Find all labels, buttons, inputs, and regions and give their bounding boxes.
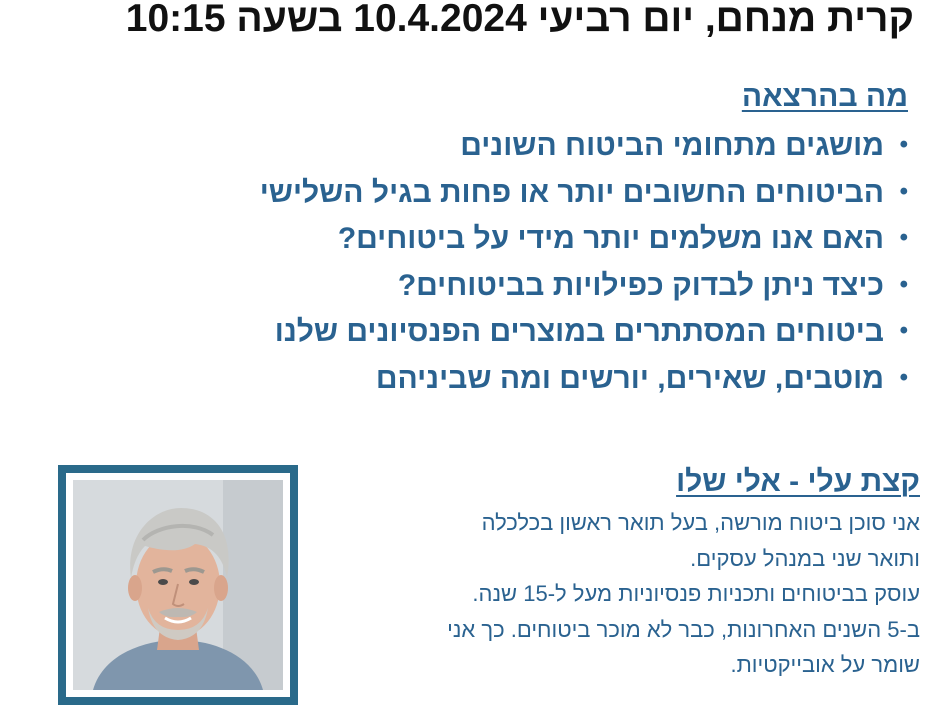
topic-item: [260, 219, 908, 266]
bullet-icon: •: [899, 363, 908, 391]
bullet-icon: •: [899, 270, 908, 298]
bullet-icon: •: [899, 177, 908, 205]
bullet-icon: •: [899, 131, 908, 158]
bio-line: ב-5 השנים האחרונות, כבר לא מוכר ביטוחים. כך אני: [447, 616, 920, 642]
speaker-portrait-illustration: [73, 480, 283, 690]
speaker-photo-frame: [58, 465, 298, 705]
bio-line: ותואר שני במנהל עסקים.: [690, 545, 920, 571]
speaker-photo-mat: [66, 473, 290, 697]
topic-text: כיצד ניתן לבדוק כפילויות בביטוחים?: [397, 268, 884, 302]
topics-heading: מה בהרצאה: [741, 80, 908, 113]
bio-line: עוסק בביטוחים ותכניות פנסיוניות מעל ל-15 שנה.: [472, 581, 920, 606]
topics-list: [260, 126, 908, 405]
topic-item: [260, 312, 908, 359]
topic-text: מושגים מתחומי הביטוח השונים: [460, 129, 884, 162]
bio-heading: קצת עלי - אלי שלו: [676, 465, 920, 498]
speaker-photo: [73, 480, 283, 690]
topic-text: האם אנו משלמים יותר מידי על ביטוחים?: [337, 222, 884, 255]
bullet-icon: •: [899, 317, 908, 344]
topic-text: מוטבים, שאירים, יורשים ומה שביניהם: [375, 361, 884, 395]
topic-item: [260, 126, 908, 173]
topic-text: הביטוחים החשובים יותר או פחות בגיל השלישי: [259, 175, 884, 209]
topic-item: [260, 173, 908, 220]
bullet-icon: •: [899, 224, 908, 251]
bio-text: [320, 505, 920, 683]
topic-item: [260, 266, 908, 313]
topic-item: [260, 359, 908, 406]
event-headline: קרית מנחם, יום רביעי 10.4.2024 בשעה 10:15: [125, 0, 914, 40]
topic-text: ביטוחים המסתתרים במוצרים הפנסיונים שלנו: [274, 315, 884, 348]
bio-line: שומר על אובייקטיות.: [730, 652, 920, 677]
bio-line: אני סוכן ביטוח מורשה, בעל תואר ראשון בכלכלה: [481, 510, 920, 535]
